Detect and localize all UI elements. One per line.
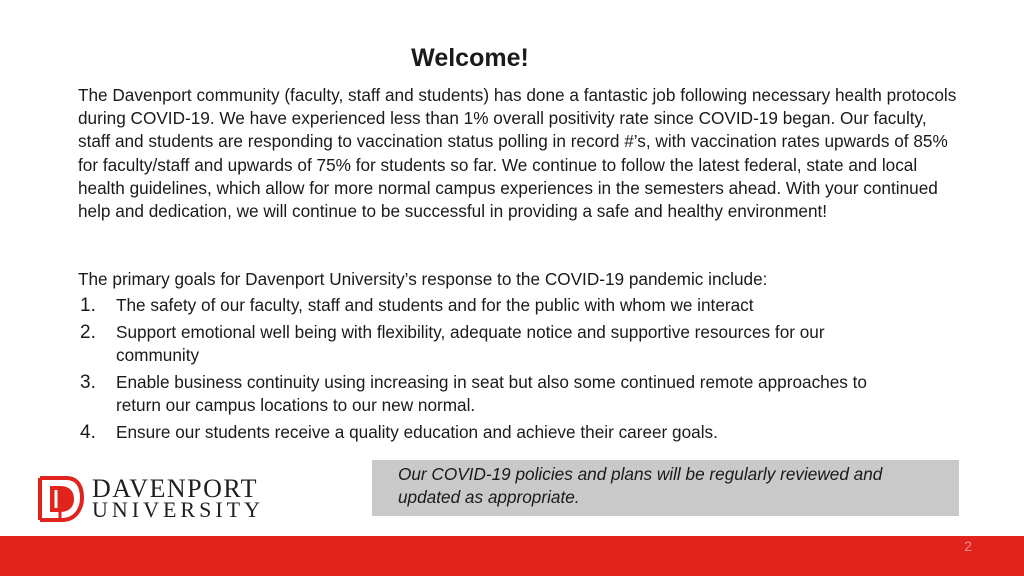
- intro-paragraph: The Davenport community (faculty, staff and students) has done a fantastic job following necessary health protocols during COVID-19. We have experienced less than 1% overall positivity rate since COVID-19 began. Our faculty, staff and students are responding to vaccination status polling in record #’s, with vaccination rates upwards of 85% for faculty/staff and upwards of 75% for students so far. We continue to follow the latest federal, state and local health guidelines, which allow for more normal campus experiences in the semesters ahead. With your continued help and dedication, we will continue to be successful in providing a safe and healthy environment!: [78, 85, 957, 222]
- goal-text: Support emotional well being with flexibility, adequate notice and supportive resources for our community: [116, 322, 825, 365]
- goal-text: Ensure our students receive a quality education and achieve their career goals.: [116, 422, 718, 442]
- goal-number: 2.: [80, 322, 96, 343]
- slide-title: Welcome!: [411, 44, 529, 72]
- goal-item: [80, 321, 880, 367]
- goal-item: [80, 371, 880, 417]
- goal-number: 1.: [80, 295, 96, 316]
- goal-number: 3.: [80, 372, 96, 393]
- policy-note-box: [372, 460, 959, 516]
- logo-line-1: DAVENPORT: [92, 474, 259, 503]
- logo-line-2: UNIVERSITY: [92, 497, 264, 522]
- goals-heading: The primary goals for Davenport University’s response to the COVID-19 pandemic include:: [78, 269, 768, 289]
- goal-text: The safety of our faculty, staff and students and for the public with whom we interact: [116, 295, 754, 315]
- goal-item: [80, 294, 880, 317]
- davenport-logo: [36, 470, 276, 526]
- goal-number: 4.: [80, 422, 96, 443]
- page-number: 2: [964, 538, 972, 554]
- goal-text: Enable business continuity using increasing in seat but also some continued remote approaches to return our campus locations to our new normal.: [116, 372, 867, 415]
- policy-note-text: Our COVID-19 policies and plans will be regularly reviewed and updated as appropriate.: [398, 464, 883, 507]
- footer-bar: [0, 536, 1024, 576]
- davenport-d-emblem-icon: [36, 472, 84, 524]
- goals-list: [80, 294, 880, 448]
- goal-item: [80, 421, 880, 444]
